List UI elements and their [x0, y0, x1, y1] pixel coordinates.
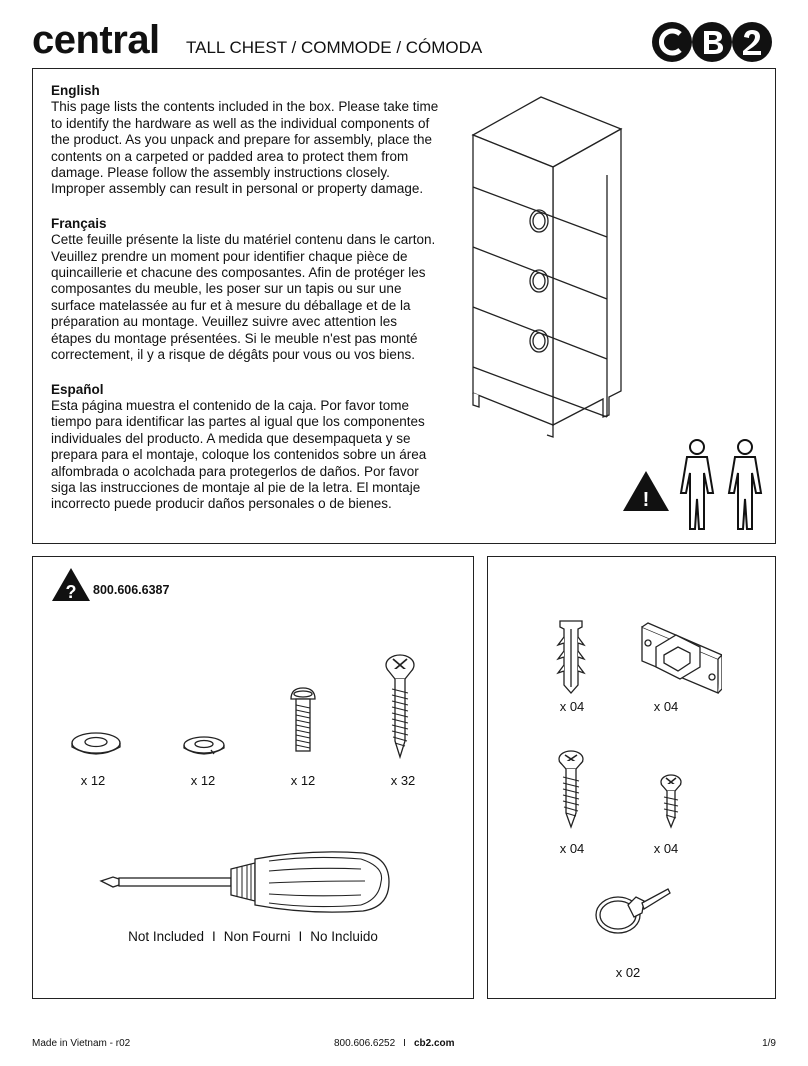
anti-tip-bracket-icon [638, 621, 722, 697]
not-included-en: Not Included [128, 929, 204, 944]
warning-icon [621, 469, 671, 513]
flat-washer-icon [69, 729, 123, 759]
long-screw-icon [556, 749, 586, 829]
french-body: Cette feuille présente la liste du matériel contenu dans le carton. Veuillez prendre un moment pour identifier chaque pièce de quincaillerie et chacune des composantes. Afin de protéger les composantes du meuble, les poser sur un tapis ou sur une surface matelassée au fur et à mesure du déballage et de la préparation au montage. Veuillez suivre avec attention les étapes du montage présentées. Si le meuble n'est pas monté correctement, il y a risque de dégâts pour vous ou vos biens. [51, 232, 436, 363]
wood-screw-icon [383, 653, 417, 759]
two-person-assembly-icon [673, 437, 769, 533]
brand-name: central [32, 18, 160, 62]
intro-text [51, 83, 439, 531]
help-symbol: ? [65, 582, 77, 602]
divider: I [298, 929, 303, 944]
flat-washer-qty: x 12 [80, 773, 106, 788]
lock-washer-icon [181, 733, 227, 759]
not-included-fr: Non Fourni [223, 929, 291, 944]
bracket-qty: x 04 [653, 699, 679, 714]
tall-chest-illustration [469, 95, 629, 453]
made-in-note: Made in Vietnam - r02 [32, 1038, 131, 1049]
help-phone: 800.606.6387 [93, 583, 170, 597]
divider: I [211, 929, 216, 944]
spanish-heading: Español [51, 381, 104, 397]
footer-website[interactable]: cb2.com [413, 1038, 455, 1049]
short-screw-icon [658, 773, 684, 829]
lock-washer-qty: x 12 [190, 773, 216, 788]
intro-panel [32, 68, 776, 544]
wall-anchor-qty: x 04 [559, 699, 585, 714]
not-included-es: No Incluido [310, 929, 378, 944]
long-screw-qty: x 04 [559, 841, 585, 856]
not-included-note [33, 929, 473, 944]
cable-tie-qty: x 02 [615, 965, 641, 980]
hardware-panel-right [487, 556, 776, 999]
wall-anchor-icon [554, 617, 588, 695]
footer-contact [334, 1038, 455, 1049]
warning-symbol: ! [642, 489, 650, 511]
wood-screw-qty: x 32 [390, 773, 416, 788]
bolt-icon [288, 685, 318, 755]
footer-divider: I [403, 1038, 406, 1049]
bolt-qty: x 12 [290, 773, 316, 788]
product-subtitle: TALL CHEST / COMMODE / CÓMODA [186, 38, 483, 57]
french-heading: Français [51, 215, 107, 231]
english-heading: English [51, 83, 100, 98]
hardware-panel-left [32, 556, 474, 999]
english-body: This page lists the contents included in the box. Please take time to identify the hardware as well as the individual components of the product. As you unpack and prepare for assembly, place the contents on a carpeted or padded area to protect them from damage. Please follow the assembly instructions closely. Improper assembly can result in personal or property damage. [51, 99, 439, 197]
footer-phone: 800.606.6252 [334, 1038, 396, 1049]
cable-tie-icon [592, 883, 672, 943]
screwdriver-icon [99, 847, 391, 917]
spanish-body: Esta página muestra el contenido de la caja. Por favor tome tiempo para identificar las partes al igual que los componentes individuales del producto. A medida que desempaqueta y se prepara para el montaje, coloque los contenidos sobre un área alfombrada o acolchada para protegerlos de daños. Por favor siga las instrucciones de montaje al pie de la letra. El montaje incorrecto puede producir daños personales o de bienes. [51, 397, 427, 512]
help-icon [51, 565, 91, 605]
short-screw-qty: x 04 [653, 841, 679, 856]
page-number: 1/9 [762, 1038, 776, 1049]
cb2-logo [650, 20, 774, 64]
